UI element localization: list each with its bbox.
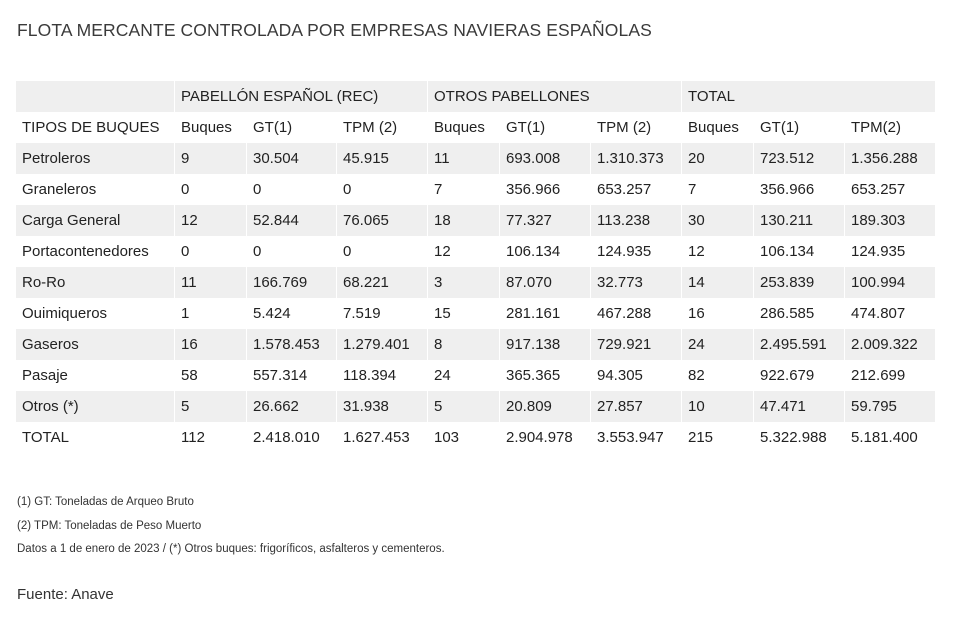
table-cell: 7.519 [336,298,427,329]
table-cell: 76.065 [336,205,427,236]
table-cell: 2.904.978 [499,422,590,453]
table-cell: 0 [246,236,336,267]
table-cell: 917.138 [499,329,590,360]
table-cell: 11 [174,267,246,298]
table-row [16,236,935,267]
table-cell: 5.322.988 [753,422,844,453]
table-cell: 356.966 [499,174,590,205]
table-row [16,205,935,236]
table-cell: 5 [174,391,246,422]
table-cell: 212.699 [844,360,935,391]
table-row [16,329,935,360]
column-header-row [16,112,935,143]
table-cell: 215 [681,422,753,453]
group-header-other-flags: OTROS PABELLONES [427,81,681,112]
table-cell: 106.134 [499,236,590,267]
table-row [16,391,935,422]
table-cell: 30.504 [246,143,336,174]
table-cell: 12 [681,236,753,267]
table-cell: 365.365 [499,360,590,391]
table-cell: 14 [681,267,753,298]
table-body [16,143,935,453]
fleet-table [16,81,935,453]
table-cell: 27.857 [590,391,681,422]
table-cell: 24 [681,329,753,360]
table-cell: 118.394 [336,360,427,391]
ship-type-cell: Otros (*) [16,391,174,422]
table-cell: 1.279.401 [336,329,427,360]
table-cell: 693.008 [499,143,590,174]
table-row [16,298,935,329]
column-header: GT(1) [499,112,590,143]
table-cell: 2.009.322 [844,329,935,360]
table-cell: 1.578.453 [246,329,336,360]
table-cell: 59.795 [844,391,935,422]
table-cell: 7 [427,174,499,205]
ship-type-cell: Graneleros [22,181,97,198]
column-header: GT(1) [753,112,844,143]
table-cell: 112 [174,422,246,453]
table-row [16,174,935,205]
table-cell: 474.807 [844,298,935,329]
footnote-gt: (1) GT: Toneladas de Arqueo Bruto [17,496,194,508]
table-cell: 11 [427,143,499,174]
table-cell: 3 [427,267,499,298]
footnote-tpm: (2) TPM: Toneladas de Peso Muerto [17,520,202,532]
table-cell: 130.211 [753,205,844,236]
table-cell: 653.257 [590,174,681,205]
table-cell: 106.134 [753,236,844,267]
table-cell: 922.679 [753,360,844,391]
column-header: TIPOS DE BUQUES [22,119,160,136]
table-cell: 58 [174,360,246,391]
table-cell: 103 [427,422,499,453]
table-cell: 253.839 [753,267,844,298]
table-cell: 16 [681,298,753,329]
table-cell: 20.809 [499,391,590,422]
ship-type-cell: TOTAL [22,429,69,446]
table-cell: 12 [174,205,246,236]
group-header-spanish-flag: PABELLÓN ESPAÑOL (REC) [174,81,427,112]
table-cell: 12 [427,236,499,267]
table-cell: 0 [174,174,246,205]
ship-type-cell: Pasaje [22,367,68,384]
table-cell: 124.935 [844,236,935,267]
table-row [16,360,935,391]
table-cell: 52.844 [246,205,336,236]
table-cell: 557.314 [246,360,336,391]
column-header: Buques [174,112,246,143]
page-title: FLOTA MERCANTE CONTROLADA POR EMPRESAS NAVIERAS ESPAÑOLAS [17,20,652,40]
table-cell: 32.773 [590,267,681,298]
table-cell: 653.257 [844,174,935,205]
table-cell: 16 [174,329,246,360]
table-row [16,143,935,174]
table-cell: 26.662 [246,391,336,422]
table-cell: 0 [336,174,427,205]
table-cell: 1.356.288 [844,143,935,174]
total-row [16,422,935,453]
table-cell: 15 [427,298,499,329]
table-cell: 31.938 [336,391,427,422]
table-cell: 281.161 [499,298,590,329]
table-cell: 0 [246,174,336,205]
table-cell: 7 [681,174,753,205]
ship-type-cell: Carga General [16,205,174,236]
ship-type-cell: Ouimiqueros [22,305,108,322]
column-header: GT(1) [246,112,336,143]
column-header: Buques [427,112,499,143]
group-header-row [16,81,935,112]
table-cell: 24 [427,360,499,391]
table-cell: 8 [427,329,499,360]
table-cell: 9 [174,143,246,174]
table-cell: 68.221 [336,267,427,298]
table-cell: 166.769 [246,267,336,298]
table-cell: 47.471 [753,391,844,422]
table-cell: 100.994 [844,267,935,298]
ship-type-cell: Petroleros [16,143,174,174]
source-credit: Fuente: Anave [17,586,114,603]
table-cell: 467.288 [590,298,681,329]
column-header: TPM (2) [336,112,427,143]
table-cell: 124.935 [590,236,681,267]
table-row [16,267,935,298]
table-cell: 94.305 [590,360,681,391]
table-cell: 5.181.400 [844,422,935,453]
table-cell: 113.238 [590,205,681,236]
column-header: TPM (2) [590,112,681,143]
table-cell: 20 [681,143,753,174]
table-cell: 0 [174,236,246,267]
table-cell: 82 [681,360,753,391]
table-cell: 87.070 [499,267,590,298]
table-cell: 30 [681,205,753,236]
table-cell: 3.553.947 [590,422,681,453]
group-header-empty [16,81,174,112]
table-cell: 723.512 [753,143,844,174]
table-cell: 1.627.453 [336,422,427,453]
table-cell: 0 [336,236,427,267]
table-cell: 45.915 [336,143,427,174]
table-cell: 1 [174,298,246,329]
table-cell: 286.585 [753,298,844,329]
table-cell: 5.424 [246,298,336,329]
table-cell: 77.327 [499,205,590,236]
column-header: TPM(2) [844,112,935,143]
table-cell: 189.303 [844,205,935,236]
table-cell: 2.418.010 [246,422,336,453]
table-cell: 2.495.591 [753,329,844,360]
ship-type-cell: Ro-Ro [16,267,174,298]
group-header-total: TOTAL [681,81,935,112]
table-cell: 10 [681,391,753,422]
column-header: Buques [681,112,753,143]
table-cell: 729.921 [590,329,681,360]
table-cell: 5 [427,391,499,422]
ship-type-cell: Gaseros [16,329,174,360]
ship-type-cell: Portacontenedores [22,243,149,260]
table-cell: 1.310.373 [590,143,681,174]
footnote-date: Datos a 1 de enero de 2023 / (*) Otros buques: frigoríficos, asfalteros y cementeros. [17,543,445,555]
table-cell: 18 [427,205,499,236]
table-cell: 356.966 [753,174,844,205]
